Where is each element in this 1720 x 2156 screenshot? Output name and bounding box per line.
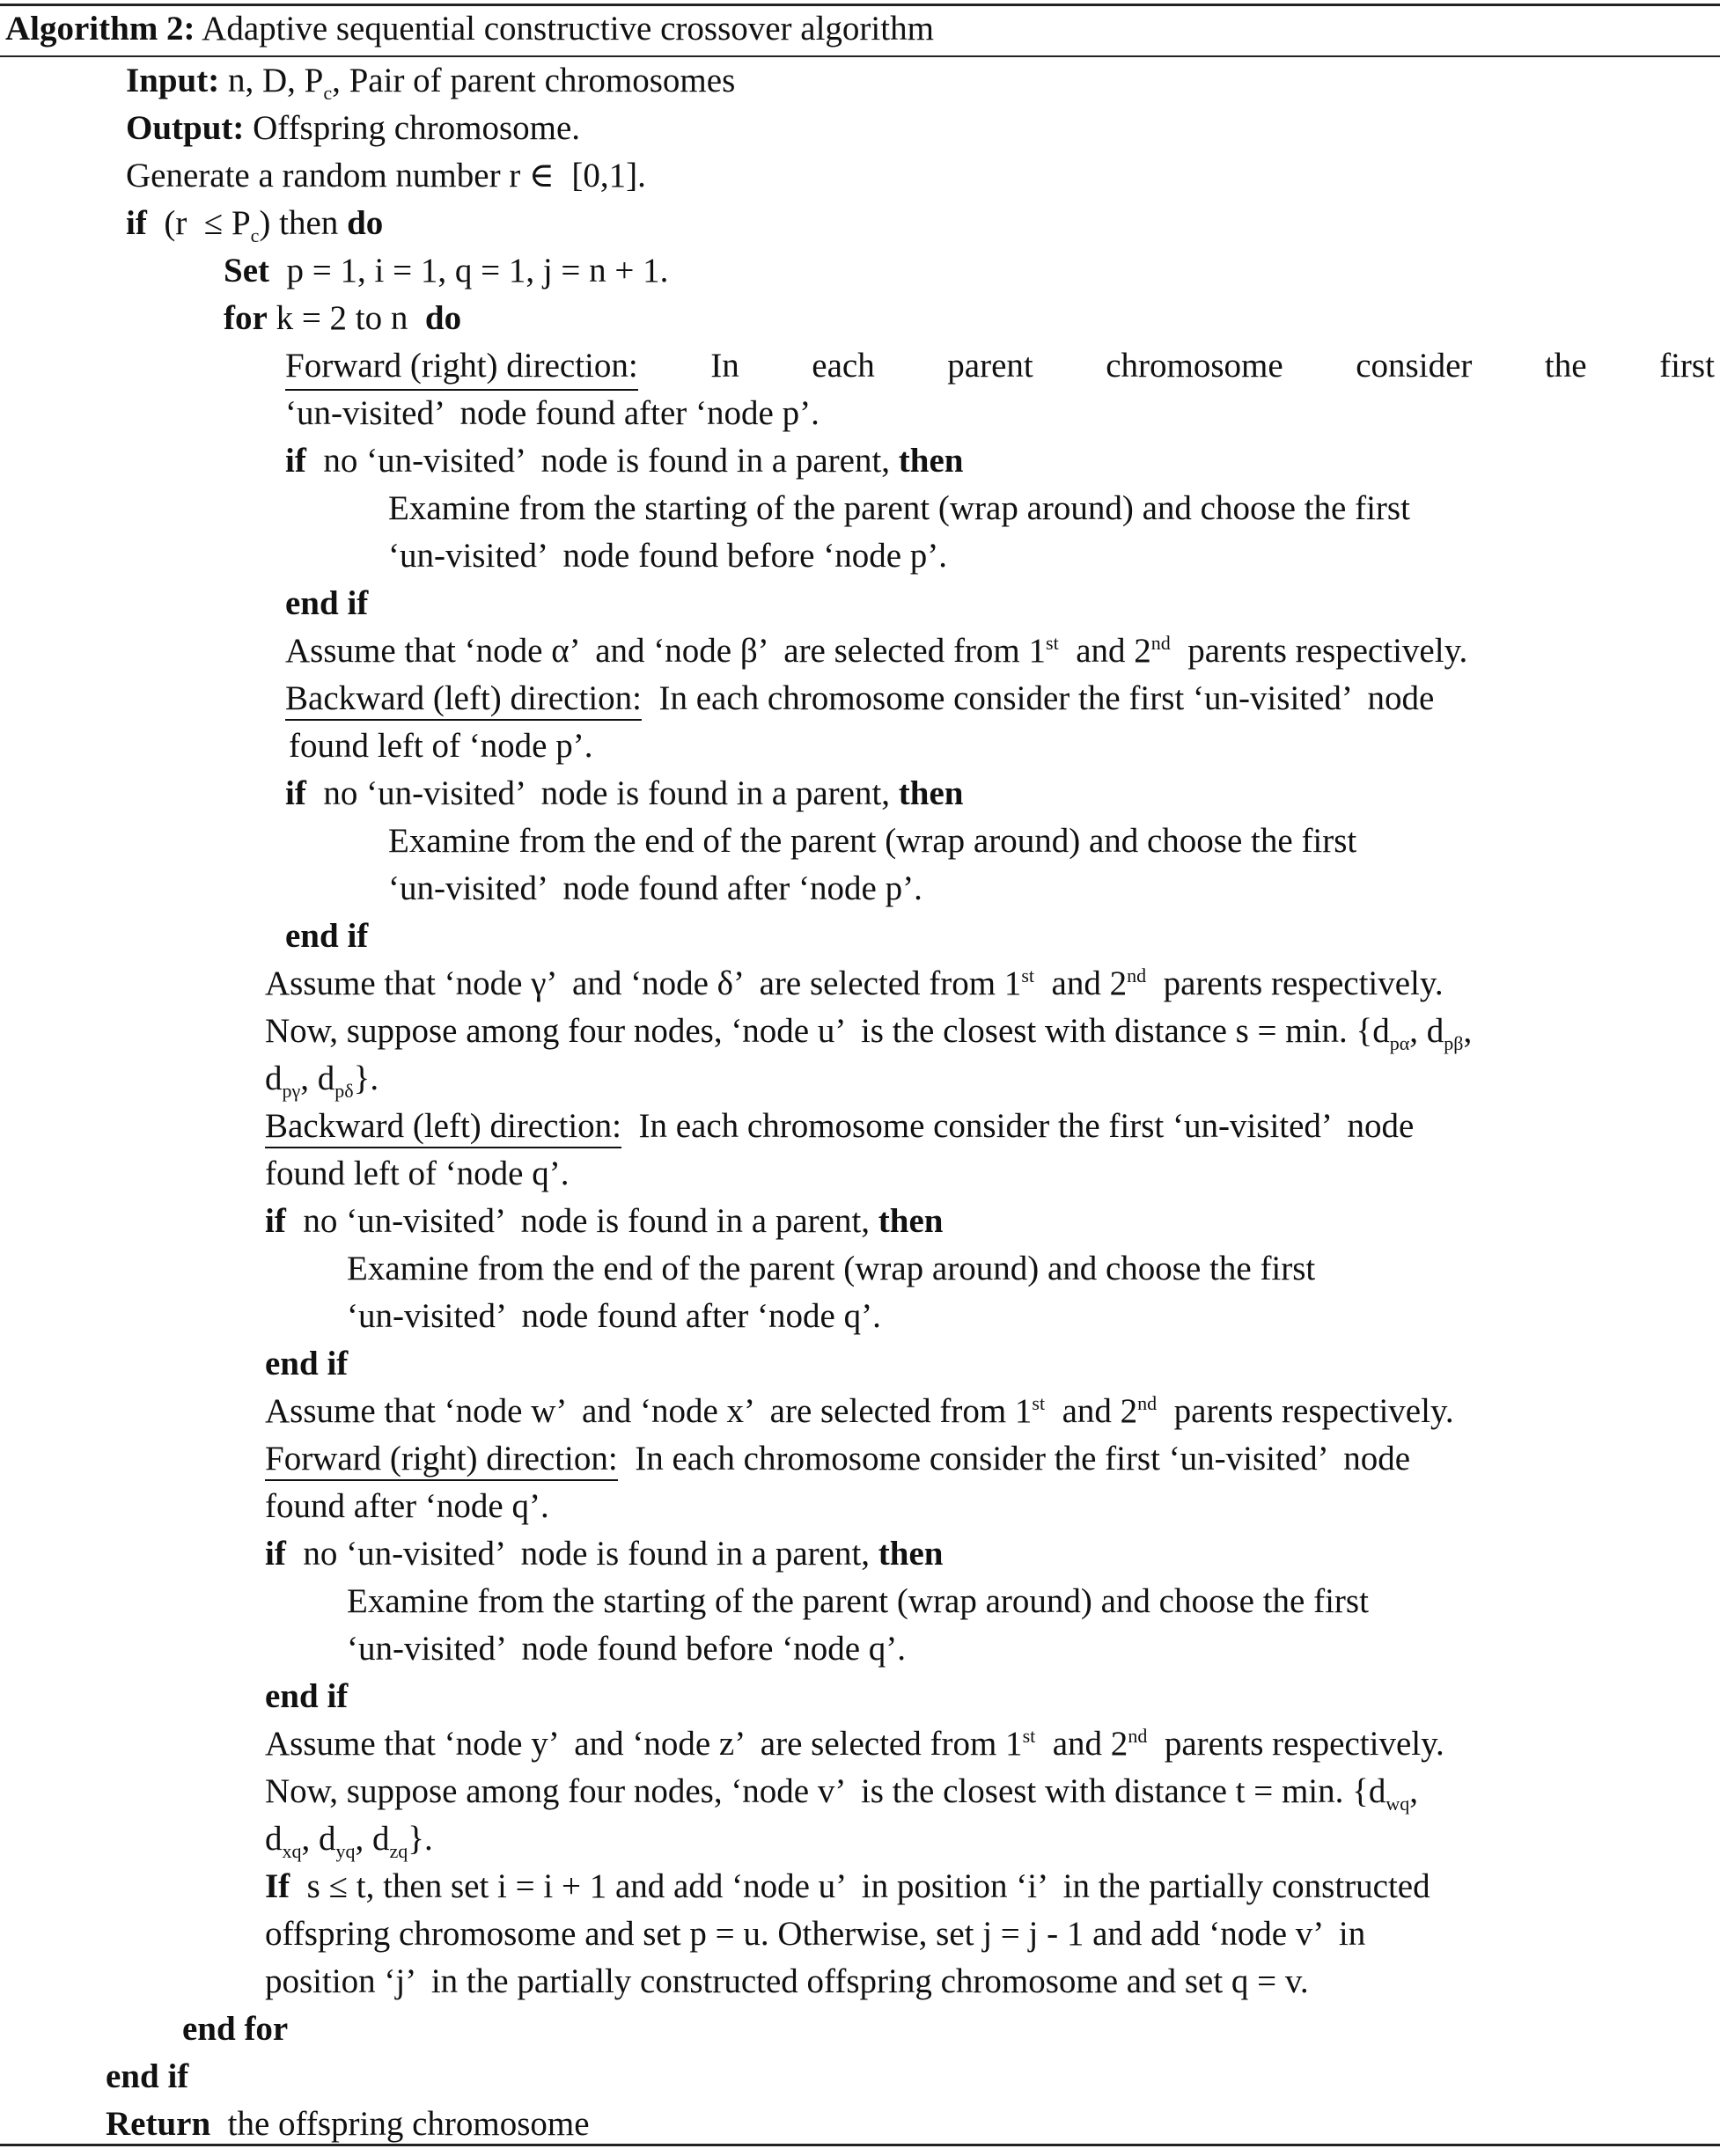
algorithm-line bbox=[265, 1676, 348, 1718]
line-text: , d bbox=[1409, 1012, 1444, 1050]
line-text: ‘un-visited’ node found after ‘node q’. bbox=[347, 1297, 881, 1335]
line-text: ) then bbox=[259, 204, 348, 242]
line-text: Examine from the end of the parent (wrap around) and choose the first bbox=[388, 822, 1357, 860]
algorithm-line bbox=[388, 488, 1410, 530]
algorithm-line bbox=[126, 107, 580, 150]
keyword: Set bbox=[224, 252, 269, 290]
algorithm-line bbox=[347, 1628, 906, 1670]
line-text: Now, suppose among four nodes, ‘node u’ is the closest with distance s = min. {d bbox=[265, 1012, 1390, 1050]
line-text: d bbox=[265, 1060, 283, 1097]
line-text: no ‘un-visited’ node is found in a parent, bbox=[285, 1202, 878, 1240]
subscript: pα bbox=[1389, 1031, 1410, 1054]
algorithm-line bbox=[265, 1818, 433, 1860]
title-rule bbox=[0, 55, 1720, 57]
subscript: yq bbox=[335, 1839, 356, 1862]
line-text: , Pair of parent chromosomes bbox=[332, 62, 736, 99]
algorithm-line bbox=[265, 963, 1444, 1005]
line-text: found left of ‘node q’. bbox=[265, 1155, 570, 1192]
algorithm-line bbox=[265, 1961, 1309, 2003]
superscript: st bbox=[1046, 632, 1059, 654]
algorithm-line bbox=[265, 1058, 379, 1100]
subscript: wq bbox=[1386, 1792, 1410, 1815]
algorithm-line bbox=[285, 440, 963, 482]
subscript: pδ bbox=[334, 1079, 354, 1102]
line-text: no ‘un-visited’ node is found in a parent, bbox=[305, 442, 899, 480]
keyword: if bbox=[285, 442, 306, 480]
keyword: if bbox=[285, 774, 306, 812]
line-text: Examine from the end of the parent (wrap around) and choose the first bbox=[347, 1250, 1316, 1287]
algorithm-line bbox=[265, 1723, 1444, 1765]
keyword: end if bbox=[106, 2057, 189, 2095]
algorithm-line bbox=[285, 583, 368, 625]
line-text: ‘un-visited’ node found after ‘node p’. bbox=[388, 869, 922, 907]
keyword: If bbox=[265, 1867, 290, 1905]
algorithm-line bbox=[126, 202, 383, 245]
superscript: st bbox=[1021, 964, 1035, 986]
line-text: ‘un-visited’ node found before ‘node p’. bbox=[388, 537, 947, 575]
word: the bbox=[1544, 347, 1587, 385]
algorithm-line bbox=[265, 1390, 1454, 1433]
keyword: then bbox=[898, 442, 964, 480]
subscript: pγ bbox=[282, 1079, 301, 1102]
line-text: offspring chromosome and set p = u. Otherwise, set j = j - 1 and add ‘node v’ in bbox=[265, 1915, 1366, 1953]
line-text: }. bbox=[408, 1820, 433, 1858]
algorithm-line bbox=[289, 725, 592, 767]
algorithm-line bbox=[388, 868, 922, 910]
keyword: Output: bbox=[126, 109, 245, 147]
line-text: In each chromosome consider the first ‘un-visited’ node bbox=[621, 1107, 1415, 1145]
algorithm-label: Algorithm 2: bbox=[5, 10, 195, 48]
algorithm-line bbox=[265, 1105, 1414, 1148]
line-text: , bbox=[1463, 1012, 1473, 1050]
direction-label: Forward (right) direction: bbox=[285, 345, 638, 391]
line-text: d bbox=[265, 1820, 283, 1858]
algorithm-line bbox=[265, 1771, 1418, 1813]
word: each bbox=[812, 347, 875, 385]
line-text: parents respectively. bbox=[1146, 964, 1444, 1002]
line-text: ‘un-visited’ node found before ‘node q’. bbox=[347, 1630, 906, 1668]
algorithm-line bbox=[285, 678, 1434, 720]
keyword: end if bbox=[285, 584, 369, 622]
keyword: end if bbox=[285, 917, 369, 955]
algorithm-line bbox=[224, 297, 461, 340]
subscript: c bbox=[250, 224, 260, 246]
line-text: n, D, P bbox=[219, 62, 324, 99]
line-text: k = 2 to n bbox=[267, 299, 425, 337]
line-text: parents respectively. bbox=[1170, 632, 1468, 670]
line-text: and 2 bbox=[1058, 632, 1151, 670]
algorithm-line bbox=[126, 60, 735, 102]
line-text: found left of ‘node p’. bbox=[289, 727, 593, 765]
algorithm-line bbox=[347, 1248, 1315, 1290]
line-text: Offspring chromosome. bbox=[244, 109, 581, 147]
algorithm-line bbox=[388, 820, 1356, 862]
line-text: Examine from the starting of the parent (wrap around) and choose the first bbox=[388, 489, 1410, 527]
algorithm-line bbox=[285, 392, 820, 435]
algorithm-line bbox=[126, 155, 646, 197]
superscript: st bbox=[1032, 1392, 1046, 1414]
line-text: position ‘j’ in the partially constructed offspring chromosome and set q = v. bbox=[265, 1962, 1309, 2000]
keyword: end for bbox=[182, 2010, 289, 2048]
algorithm-line bbox=[347, 1295, 881, 1338]
bottom-rule bbox=[0, 2144, 1720, 2146]
algorithm-line bbox=[265, 1438, 1410, 1480]
superscript: nd bbox=[1137, 1392, 1158, 1414]
line-text: Assume that ‘node α’ and ‘node β’ are selected from 1 bbox=[285, 632, 1047, 670]
keyword: then bbox=[878, 1202, 944, 1240]
line-text: Examine from the starting of the parent (wrap around) and choose the first bbox=[347, 1582, 1369, 1620]
algorithm-line bbox=[106, 2056, 188, 2098]
line-text: Generate a random number r ∈ [0,1]. bbox=[126, 157, 646, 194]
word: consider bbox=[1356, 347, 1473, 385]
keyword: do bbox=[424, 299, 462, 337]
word: first bbox=[1659, 347, 1715, 385]
line-text: and 2 bbox=[1035, 1725, 1128, 1763]
direction-label: Forward (right) direction: bbox=[265, 1440, 618, 1481]
keyword: do bbox=[347, 204, 384, 242]
subscript: zq bbox=[389, 1839, 408, 1862]
algorithm-line bbox=[347, 1580, 1369, 1623]
algorithm-line bbox=[388, 535, 947, 577]
line-text: parents respectively. bbox=[1147, 1725, 1444, 1763]
line-text: In each chromosome consider the first ‘un-visited’ node bbox=[617, 1440, 1411, 1478]
algorithm-line bbox=[285, 773, 963, 815]
line-text: Assume that ‘node y’ and ‘node z’ are selected from 1 bbox=[265, 1725, 1023, 1763]
algorithm-line bbox=[265, 1533, 943, 1575]
superscript: st bbox=[1022, 1725, 1036, 1747]
line-text: Now, suppose among four nodes, ‘node v’ is the closest with distance t = min. {d bbox=[265, 1772, 1386, 1810]
subscript: pβ bbox=[1444, 1031, 1464, 1054]
line-text: , d bbox=[300, 1060, 335, 1097]
word: In bbox=[710, 347, 739, 385]
algorithm-line bbox=[265, 1010, 1472, 1052]
algorithm-line bbox=[106, 2103, 590, 2145]
keyword: Input: bbox=[126, 62, 220, 99]
direction-label: Backward (left) direction: bbox=[265, 1107, 621, 1148]
line-text: Assume that ‘node w’ and ‘node x’ are selected from 1 bbox=[265, 1392, 1033, 1430]
keyword: end if bbox=[265, 1677, 349, 1715]
line-text: , d bbox=[301, 1820, 336, 1858]
line-text: the offspring chromosome bbox=[210, 2105, 590, 2143]
line-text: s ≤ t, then set i = i + 1 and add ‘node u’ in position ‘i’ in the partially constructed bbox=[290, 1867, 1430, 1905]
line-text: , bbox=[1409, 1772, 1418, 1810]
line-text: p = 1, i = 1, q = 1, j = n + 1. bbox=[269, 252, 669, 290]
line-text: and 2 bbox=[1045, 1392, 1138, 1430]
word: chromosome bbox=[1106, 347, 1283, 385]
superscript: nd bbox=[1128, 1725, 1148, 1747]
subscript: xq bbox=[282, 1839, 302, 1862]
superscript: nd bbox=[1127, 964, 1147, 986]
line-text: parents respectively. bbox=[1157, 1392, 1454, 1430]
algorithm-name: Adaptive sequential constructive crossover algorithm bbox=[202, 10, 934, 48]
line-text: found after ‘node q’. bbox=[265, 1487, 549, 1525]
algorithm-line bbox=[265, 1866, 1430, 1908]
line-text: no ‘un-visited’ node is found in a parent, bbox=[285, 1535, 878, 1573]
line-text: no ‘un-visited’ node is found in a parent, bbox=[305, 774, 899, 812]
keyword: for bbox=[224, 299, 268, 337]
algorithm-title bbox=[5, 5, 934, 53]
algorithm-line bbox=[265, 1485, 549, 1528]
algorithm-line bbox=[285, 630, 1467, 672]
word: parent bbox=[947, 347, 1033, 385]
algorithm-line bbox=[265, 1200, 943, 1243]
subscript: c bbox=[323, 81, 333, 104]
keyword: then bbox=[878, 1535, 944, 1573]
algorithm-line bbox=[285, 345, 1715, 391]
keyword: end if bbox=[265, 1345, 349, 1382]
keyword: Return bbox=[106, 2105, 211, 2143]
line-text: and 2 bbox=[1034, 964, 1128, 1002]
line-text: , d bbox=[355, 1820, 390, 1858]
line-text: (r ≤ P bbox=[146, 204, 251, 242]
superscript: nd bbox=[1150, 632, 1171, 654]
line-text: In each chromosome consider the first ‘un-visited’ node bbox=[642, 679, 1435, 717]
algorithm-line bbox=[265, 1343, 348, 1385]
algorithm-line bbox=[285, 915, 368, 957]
direction-label: Backward (left) direction: bbox=[285, 679, 642, 721]
keyword: if bbox=[126, 204, 147, 242]
keyword: if bbox=[265, 1535, 286, 1573]
algorithm-line bbox=[265, 1153, 569, 1195]
line-text: Assume that ‘node γ’ and ‘node δ’ are selected from 1 bbox=[265, 964, 1022, 1002]
keyword: then bbox=[898, 774, 964, 812]
keyword: if bbox=[265, 1202, 286, 1240]
line-text: ‘un-visited’ node found after ‘node p’. bbox=[285, 394, 820, 432]
algorithm-line bbox=[182, 2008, 288, 2050]
algorithm-line bbox=[265, 1913, 1365, 1955]
line-text: }. bbox=[353, 1060, 379, 1097]
algorithm-line bbox=[224, 250, 668, 292]
